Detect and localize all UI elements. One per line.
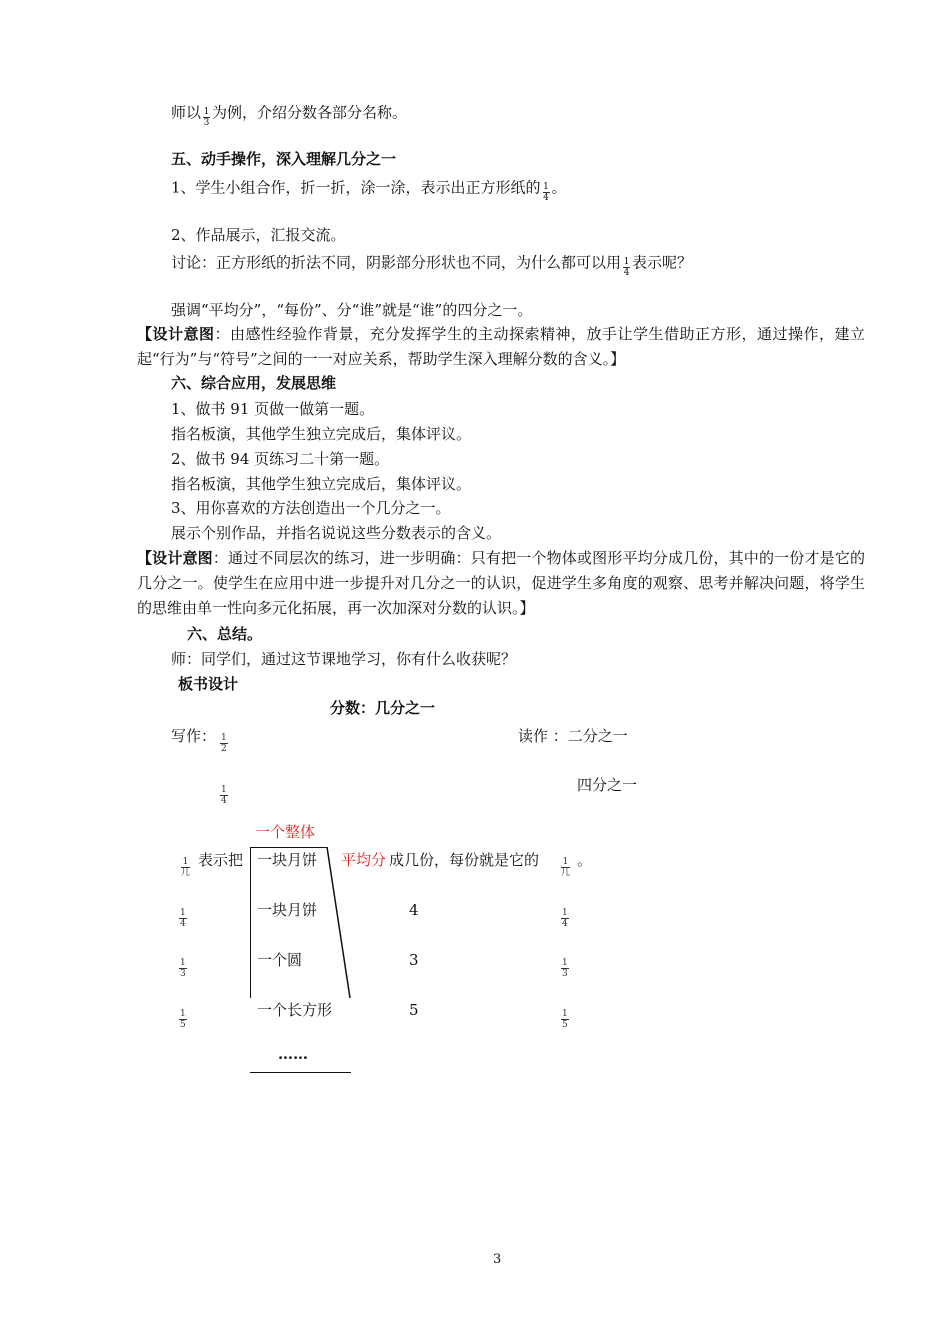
row-item-1: 一块月饼 [257,901,318,919]
board-design-heading: 板书设计 [178,675,239,693]
fraction-one-fifth-left: 1 5 [180,1009,186,1030]
fraction-one-nth-right: 1 几 [561,857,571,878]
step-6-3b: 展示个别作品，并指名说说这些分数表示的含义。 [171,524,502,542]
step-6-1: 1、做书 91 页做一做第一题。 [171,400,375,418]
step-5-1: 1、学生小组合作，折一折，涂一涂，表示出正方形纸的 $\frac{1}{4}$ 。 [171,178,567,203]
row-item-3: 一个长方形 [257,1001,333,1019]
fraction-one-fifth-right: 1 5 [562,1009,568,1030]
design-intent-1: 【设计意图：由感性经验作背景，充分发挥学生的主动探索精神，放手让学生借助正方形，通过操作，建立起“行为”与“符号”之间的一一对应关系，帮助学生深入理解分数的含义。】 [137,325,865,368]
stress-line: 强调“平均分”，“每份”、分“谁”就是“谁”的四分之一。 [171,301,533,319]
step-6-2b: 指名板演，其他学生独立完成后，集体评议。 [171,475,472,493]
fraction-one-third: $\frac{1}{3}$ [203,107,210,128]
express-label: 表示把 [198,851,244,869]
page-number: 3 [493,1252,502,1267]
section-5-heading: 五、动手操作，深入理解几分之一 [171,150,397,168]
step-6-1b: 指名板演，其他学生独立完成后，集体评议。 [171,425,472,443]
average-label: 平均分 [341,851,387,869]
section-6-heading: 六、综合应用，发展思维 [171,374,337,392]
step-5-2: 2、作品展示，汇报交流。 [171,226,346,244]
read-label: 读作 ：二分之一 [518,727,628,745]
fraction-one-fourth: $\frac{1}{4}$ [623,257,630,278]
row1-item: 一块月饼 [257,851,318,869]
write-label: 写作： [171,727,217,745]
row1-rest: 成几份，每份就是它的 [389,851,540,869]
read-one-fourth: 四分之一 [577,776,638,794]
design-intent-2: 【设计意图：通过不同层次的练习，进一步明确：只有把一个物体或图形平均分成几份，其中的一份才是它的几分之一。使学生在应用中进一步提升对几分之一的认识，促进学生多角度的观察、思考并解决问题，将学生的思维由单一性向多元化拓展，再一次加深对分数的认识。】 [137,549,865,617]
fraction-one-nth-left: 1 几 [181,857,191,878]
discussion: 讨论：正方形纸的折法不同，阴影部分形状也不同，为什么都可以用 $\frac{1}{4}$ 表示呢？ [171,253,693,278]
row-num-2: 3 [409,951,419,969]
ellipsis: …… [278,1045,308,1063]
base-line [250,1072,351,1073]
row-item-2: 一个圆 [257,951,303,969]
summary-heading: 六、总结。 [187,625,263,643]
intro-text-a: 师以 [171,103,202,122]
board-title: 分数：几分之一 [330,699,436,717]
fraction-one-fourth: 1 4 [221,785,227,806]
intro-text-b: 为例，介绍分数各部分名称。 [212,103,408,122]
fraction-one-third-right: 1 3 [562,958,568,979]
row-num-3: 5 [409,1001,419,1019]
row-num-1: 4 [409,901,419,919]
row1-end: 。 [577,851,593,869]
fraction-one-third-left: 1 3 [180,958,186,979]
fraction-one-fourth-right: 1 4 [562,908,568,929]
fraction-one-fourth-left: 1 4 [180,908,186,929]
whole-label: 一个整体 [255,823,316,841]
step-6-2: 2、做书 94 页练习二十第一题。 [171,450,390,468]
fraction-one-half: 1 2 [221,733,227,754]
teacher-question: 师：同学们，通过这节课地学习，你有什么收获呢？ [171,650,517,668]
fraction-one-fourth: $\frac{1}{4}$ [543,182,549,203]
step-6-3: 3、用你喜欢的方法创造出一个几分之一。 [171,499,451,517]
